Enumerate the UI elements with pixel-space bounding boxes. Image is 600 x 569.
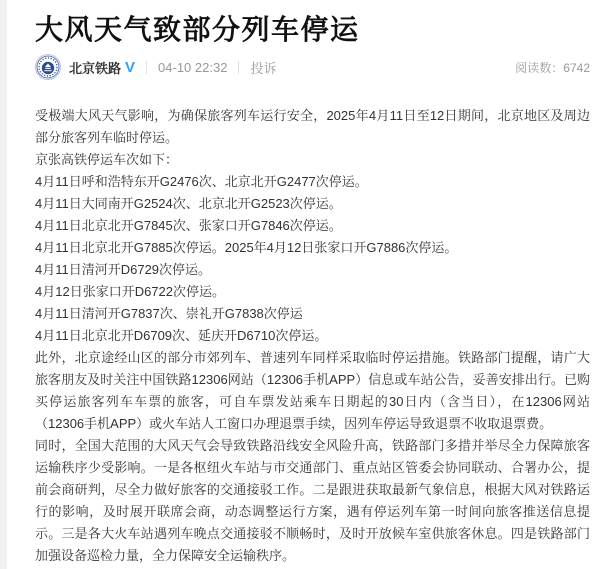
paragraph: 4月11日北京北开D6709次、延庆开D6710次停运。	[35, 328, 328, 343]
author-name-link[interactable]: 北京铁路	[69, 60, 122, 76]
read-count-value: 6742	[563, 60, 590, 75]
paragraph: 4月11日清河开D6729次停运。	[35, 262, 212, 277]
meta-divider	[238, 61, 239, 74]
paragraph: 4月12日张家口开D6722次停运。	[35, 284, 225, 299]
read-count	[515, 59, 590, 76]
article-body	[35, 105, 590, 567]
avatar[interactable]	[35, 54, 61, 80]
timestamp: 04-10 22:32	[158, 59, 228, 75]
paragraph: 4月11日北京北开G7845次、张家口开G7846次停运。	[35, 218, 342, 233]
meta-divider	[146, 61, 147, 74]
paragraph: 4月11日呼和浩特东开G2476次、北京北开G2477次停运。	[35, 174, 368, 189]
article-meta-row	[35, 54, 590, 80]
paragraph: 京张高铁停运车次如下：	[35, 152, 179, 167]
paragraph: 4月11日大同南开G2524次、北京北开G2523次停运。	[35, 196, 342, 211]
complaint-link[interactable]: 投诉	[250, 60, 277, 76]
paragraph: 4月11日清河开G7837次、崇礼开G7838次停运	[35, 306, 303, 321]
verified-badge-icon: V	[125, 58, 136, 76]
railway-logo-icon	[36, 55, 60, 79]
paragraph: 受极端大风天气影响，为确保旅客列车运行安全，2025年4月11日至12日期间，北京地区及周边部分旅客列车临时停运。	[35, 108, 590, 145]
page-edge-strip	[0, 0, 7, 569]
paragraph: 此外，北京途经山区的部分市郊列车、普速列车同样采取临时停运措施。铁路部门提醒，请广大旅客朋友及时关注中国铁路12306网站（12306手机APP）信息或车站公告，妥善安排出行。已购买停运旅客列车车票的旅客，可自车票发站乘车日期起的30日内（含当日），在12306网站（12306手机APP）或火车站人工窗口办理退票手续，因列车停运导致退票不收取退票费。	[35, 350, 590, 431]
paragraph: 4月11日北京北开G7885次停运。2025年4月12日张家口开G7886次停运。	[35, 240, 458, 255]
paragraph: 同时，全国大范围的大风天气会导致铁路沿线安全风险升高，铁路部门多措并举尽全力保障旅客运输秩序少受影响。一是各枢纽火车站与市交通部门、重点站区管委会协同联动、合署办公，提前会商研判，尽全力做好旅客的交通接驳工作。二是跟进获取最新气象信息，根据大风对铁路运行的影响，及时展开联席会商，动态调整运行方案，遇有停运列车第一时间向旅客推送信息提示。三是各大火车站遇列车晚点交通接驳不顺畅时，及时开放候车室供旅客休息。四是铁路部门加强设备巡检力量，全力保障安全运输秩序。	[35, 438, 590, 563]
page-title: 大风天气致部分列车停运	[35, 14, 360, 45]
read-count-label: 阅读数：	[515, 60, 564, 75]
